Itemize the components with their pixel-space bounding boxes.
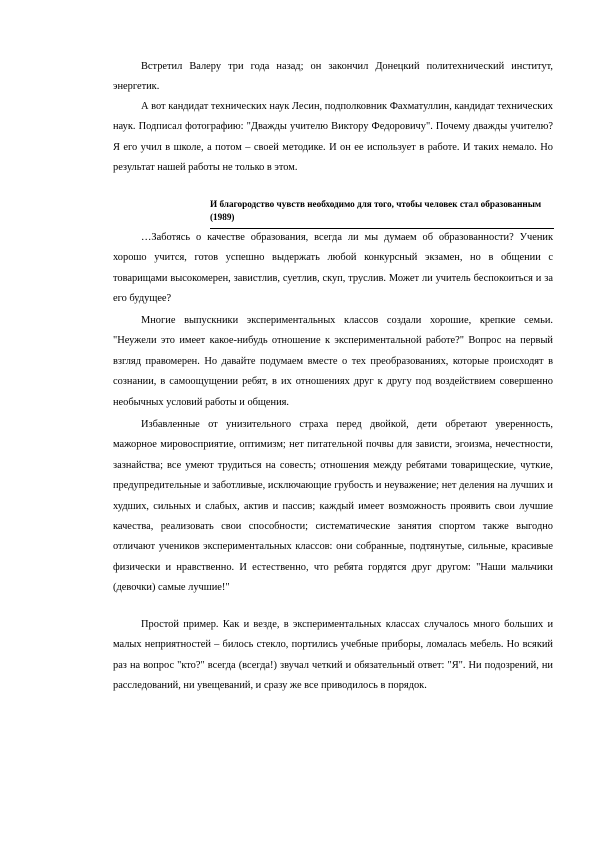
paragraph-children-confidence: Избавленные от унизительного страха перед двойкой, дети обретают уверенность, мажорное мировосприятие, оптимизм; нет питательной почвы для зависти, эгоизма, нечестности, зазнайства; все умеют трудиться на совесть; отношения между ребятами товарищеские, чуткие, предупредительные и заботливые, исключающие грубость и неуважение; нет деления на лучших и худших, сильных и слабых, актив и пассив; каждый имеет возможность проявить свои лучшие качества, реализовать свои способности; систематические занятия спортом также выгодно отличают учеников экспериментальных классов: они собранные, подтянутые, сильные, красивые физически и нравственно. И естественно, что ребята гордятся друг другом: "Наши мальчики (девочки) самые лучшие!" [113,419,553,594]
paragraph-students: А вот кандидат технических наук Лесин, подполковник Фахматуллин, кандидат технических наук. Подписал фотографию: "Дважды учителю Виктору Федоровичу". Почему дважды учителю? Я его учил в школе, а потом – своей методике. И он ее использует в работе. И таких немало. Но результат нашей работы не только в этом. [113,101,553,174]
paragraph-education-quality: …Заботясь о качестве образования, всегда ли мы думаем об образованности? Ученик хорошо учится, готов успешно выдержать любой конкурсный экзамен, но в общении с товарищами высокомерен, завистлив, суетлив, скуп, труслив. Может ли учитель беспокоиться и за его будущее? [113,232,553,305]
section-heading: И благородство чувств необходимо для того, чтобы человек стал образованным (1989) [210,199,542,222]
paragraph-graduates-families: Многие выпускники экспериментальных классов создали хорошие, крепкие семьи. "Неужели это имеет какое-нибудь отношение к экспериментальной работе?" Вопрос на первый взгляд правомерен. Но давайте подумаем вместе о тех преобразованиях, которые происходят в сознании, в самоощущении ребят, в их отношениях друг к другу под воздействием совершенно необычных условий работы и общения. [113,315,553,408]
paragraph-valera: Встретил Валеру три года назад; он закончил Донецкий политехнический институт, энергетик. [113,61,553,93]
paragraph-simple-example: Простой пример. Как и везде, в экспериментальных классах случалось много больших и малых неприятностей – билось стекло, портились учебные приборы, ломалась мебель. Но всякий раз на вопрос "кто?" всегда (всегда!) звучал четкий и обязательный ответ: "Я". Ни подозрений, ни расследований, ни увещеваний, и сразу же все приводилось в порядок. [113,619,553,692]
